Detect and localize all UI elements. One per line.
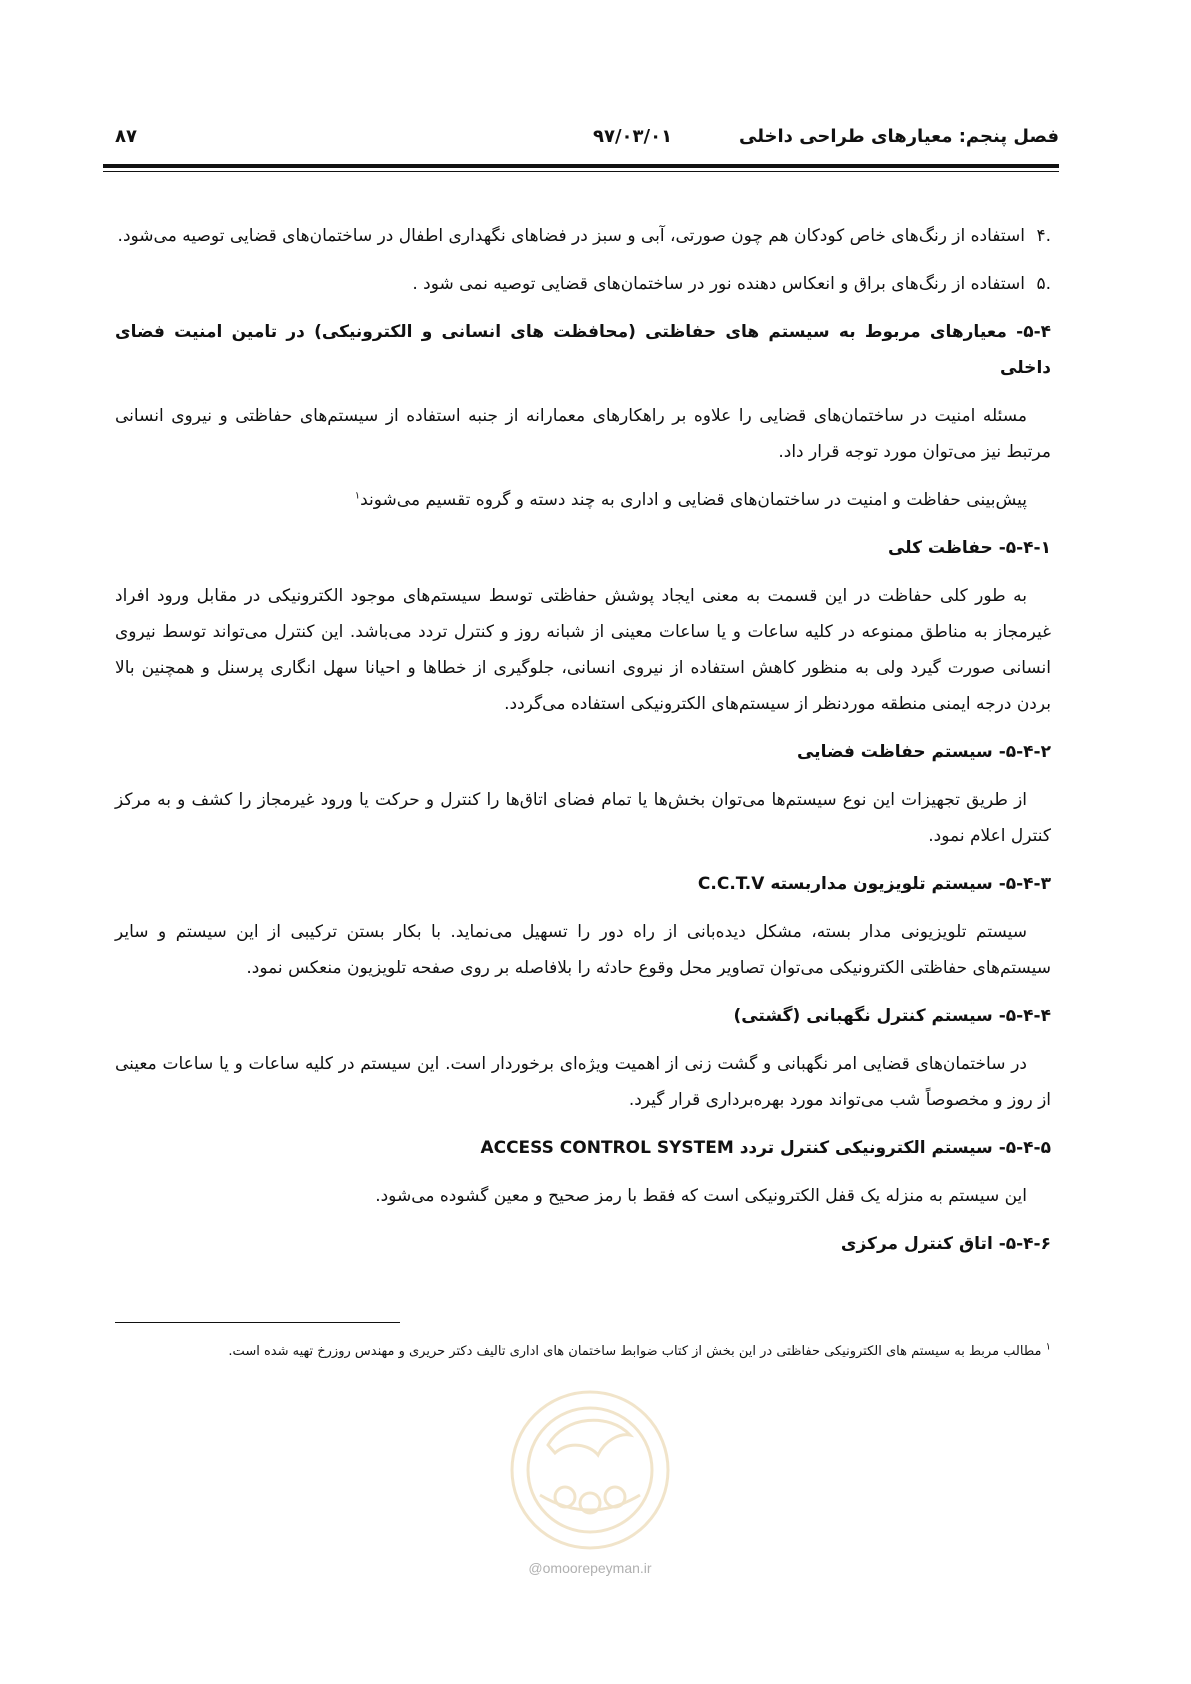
list-item [115, 218, 1051, 254]
page-body [115, 218, 1051, 1274]
subsection-heading [115, 866, 1051, 902]
footnote-number: ۱ [1045, 1341, 1051, 1353]
header-rule-thick [103, 164, 1059, 168]
subsection-heading: ۵-۴-۶- اتاق کنترل مرکزی [840, 1234, 1051, 1254]
heading-text: ۵-۴-۳- سیستم تلویزیون مداربسته [770, 874, 1051, 894]
paragraph: از طریق تجهیزات این نوع سیستم‌ها می‌توان بخش‌ها یا تمام فضای اتاق‌ها را کنترل و حرکت یا ورود غیرمجاز را کشف و به مرکز کنترل اعلام نمود. [115, 790, 1051, 846]
page-number: ۸۷ [115, 126, 137, 147]
subsection-heading: ۵-۴-۲- سیستم حفاظت فضایی [796, 742, 1051, 762]
list-text: استفاده از رنگ‌های براق و انعکاس دهنده نور در ساختمان‌های قضایی توصیه نمی شود . [412, 274, 1025, 294]
paragraph: مسئله امنیت در ساختمان‌های قضایی را علاوه بر راهکارهای معمارانه از جنبه استفاده از سیستم‌های حفاظتی و نیروی انسانی مرتبط نیز می‌توان مورد توجه قرار داد. [115, 406, 1051, 462]
watermark-logo [470, 1385, 710, 1555]
footnote-ref[interactable]: ۱ [354, 490, 361, 502]
footnote [115, 1338, 1051, 1366]
footnote-text: مطالب مربط به سیستم های الکترونیکی حفاظتی در این بخش از کتاب ضوابط ساختمان های اداری تالیف دکتر حریری و مهندس روزرخ تهیه شده است. [228, 1344, 1042, 1359]
list-number: .۴ [1036, 226, 1051, 246]
heading-en: ACCESS CONTROL SYSTEM [480, 1138, 734, 1158]
paragraph: به طور کلی حفاظت در این قسمت به معنی ایجاد پوشش حفاظتی توسط سیستم‌های موجود الکترونیکی در مقابل ورود افراد غیرمجاز به مناطق ممنوعه در کلیه ساعات و یا ساعات معینی از شبانه روز و کنترل تردد می‌باشد. این کنترل می‌تواند توسط نیروی انسانی صورت گیرد ولی به منظور کاهش استفاده از نیروی انسانی، جلوگیری از خطاها و احیانا سهل انگاری پرسنل و همچنین بالا بردن درجه ایمنی منطقه موردنظر از سیستم‌های الکترونیکی استفاده می‌گردد. [115, 586, 1051, 714]
paragraph: سیستم تلویزیونی مدار بسته، مشکل دیده‌بانی از راه دور را تسهیل می‌نماید. با بکار بستن ترکیبی از این سیستم و سایر سیستم‌های حفاظتی الکترونیکی می‌توان تصاویر محل وقوع حادثه را بلافاصله بر روی صفحه تلویزیون منعکس نمود. [115, 922, 1051, 978]
header-date: ۹۷/۰۳/۰۱ [593, 126, 673, 147]
footnote-rule [115, 1322, 400, 1323]
subsection-heading: ۵-۴-۱- حفاظت کلی [887, 538, 1051, 558]
section-heading: ۵-۴- معیارهای مربوط به سیستم های حفاظتی (محافظت های انسانی و الکترونیکی) در تامین امنیت فضای داخلی [115, 322, 1051, 378]
page-header [103, 126, 1059, 156]
heading-text: ۵-۴-۵- سیستم الکترونیکی کنترل تردد [739, 1138, 1051, 1158]
watermark-url: @omoorepeyman.ir [528, 1560, 652, 1576]
paragraph: این سیستم به منزله یک قفل الکترونیکی است که فقط با رمز صحیح و معین گشوده می‌شود. [375, 1186, 1027, 1206]
paragraph: در ساختمان‌های قضایی امر نگهبانی و گشت زنی از اهمیت ویژه‌ای برخوردار است. این سیستم در کلیه ساعات و یا ساعات معینی از روز و مخصوصاً شب می‌تواند مورد بهره‌برداری قرار گیرد. [115, 1054, 1051, 1110]
paragraph-text: پیش‌بینی حفاظت و امنیت در ساختمان‌های قضایی و اداری به چند دسته و گروه تقسیم می‌شوند [360, 490, 1027, 510]
heading-en: C.C.T.V [697, 874, 765, 894]
subsection-heading: ۵-۴-۴- سیستم کنترل نگهبانی (گشتی) [733, 1006, 1051, 1026]
chapter-title: فصل پنجم: معیارهای طراحی داخلی [738, 126, 1059, 147]
subsection-heading [115, 1130, 1051, 1166]
paragraph [115, 482, 1051, 518]
header-rule-thin [103, 171, 1059, 172]
list-number: .۵ [1036, 274, 1051, 294]
list-text: استفاده از رنگ‌های خاص کودکان هم چون صورتی، آبی و سبز در فضاهای نگهداری اطفال در ساختمان‌های قضایی توصیه می‌شود. [117, 226, 1025, 246]
list-item [115, 266, 1051, 302]
